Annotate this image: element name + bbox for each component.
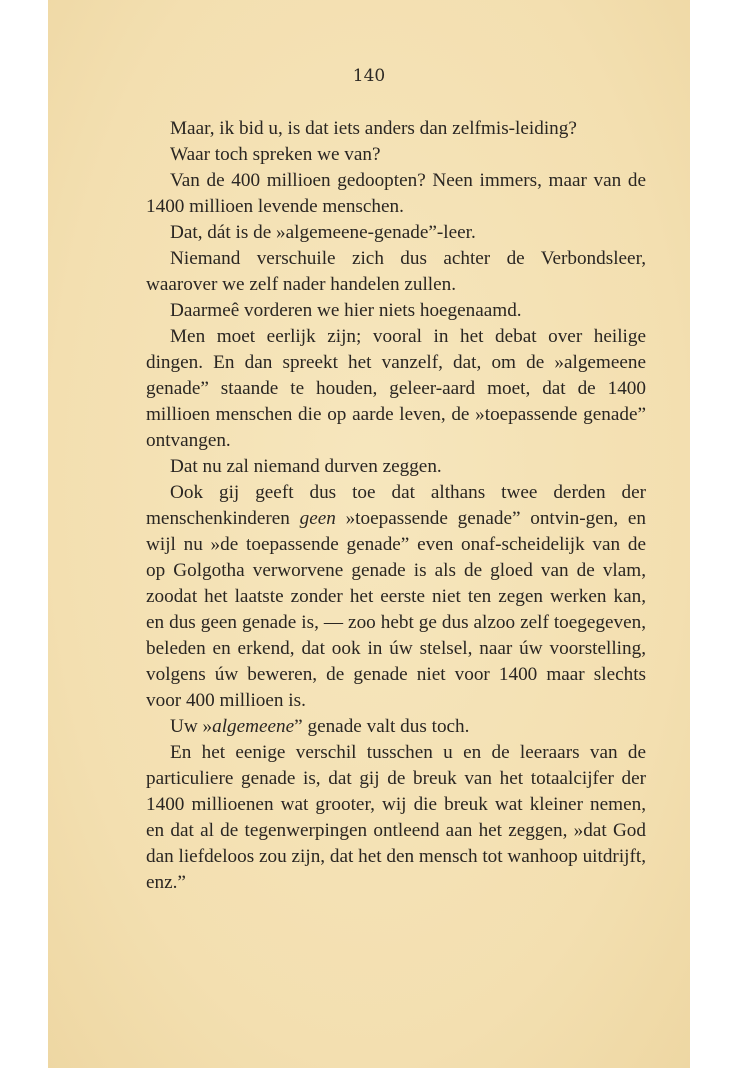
paragraph: Uw »algemeene” genade valt dus toch. bbox=[170, 716, 470, 737]
page-number: 140 bbox=[352, 66, 386, 86]
paragraph: En het eenige verschil tusschen u en de leeraars van de particuliere genade is, dat gij de breuk van het totaalcijfer der 1400 millioenen wat grooter, wij die breuk wat kleiner nemen, en dat al de tegenwerpingen ontleend aan het zeggen, »dat God dan liefdeloos zou zijn, dat het den mensch tot wanhoop uitdrijft, enz.” bbox=[146, 742, 646, 893]
paragraph: Dat nu zal niemand durven zeggen. bbox=[170, 456, 442, 477]
italic-word: geen bbox=[299, 508, 336, 529]
paragraph: Van de 400 millioen gedoopten? Neen immers, maar van de 1400 millioen levende menschen. bbox=[146, 170, 646, 217]
italic-word: algemeene bbox=[212, 716, 295, 737]
paragraph: Men moet eerlijk zijn; vooral in het debat over heilige dingen. En dan spreekt het vanzelf, dat, om de »algemeene genade” staande te houden, geleer-aard moet, dat de 1400 millioen menschen die op aarde leven, de »toepassende genade” ontvangen. bbox=[146, 326, 646, 451]
paragraph: Daarmeê vorderen we hier niets hoegenaamd. bbox=[170, 300, 522, 321]
paragraph: Dat, dát is de »algemeene-genade”-leer. bbox=[170, 222, 476, 243]
book-page bbox=[48, 0, 690, 1068]
body-text bbox=[146, 116, 646, 896]
paragraph: Ook gij geeft dus toe dat althans twee derden der menschenkinderen geen »toepassende genade” ontvin-gen, en wijl nu »de toepassende genade” even onaf-scheidelijk van de op Golgotha verworvene genade is als de gloed van de vlam, zoodat het laatste zonder het eerste niet ten zegen werken kan, en dus geen genade is, — zoo hebt ge dus alzoo zelf toegegeven, beleden en erkend, dat ook in úw stelsel, naar úw voorstelling, volgens úw beweren, de genade niet voor 1400 maar slechts voor 400 millioen is. bbox=[146, 482, 647, 711]
paragraph: Maar, ik bid u, is dat iets anders dan zelfmis-leiding? bbox=[170, 118, 577, 139]
paragraph: Niemand verschuile zich dus achter de Verbondsleer, waarover we zelf nader handelen zullen. bbox=[146, 248, 646, 295]
paragraph: Waar toch spreken we van? bbox=[170, 144, 381, 165]
